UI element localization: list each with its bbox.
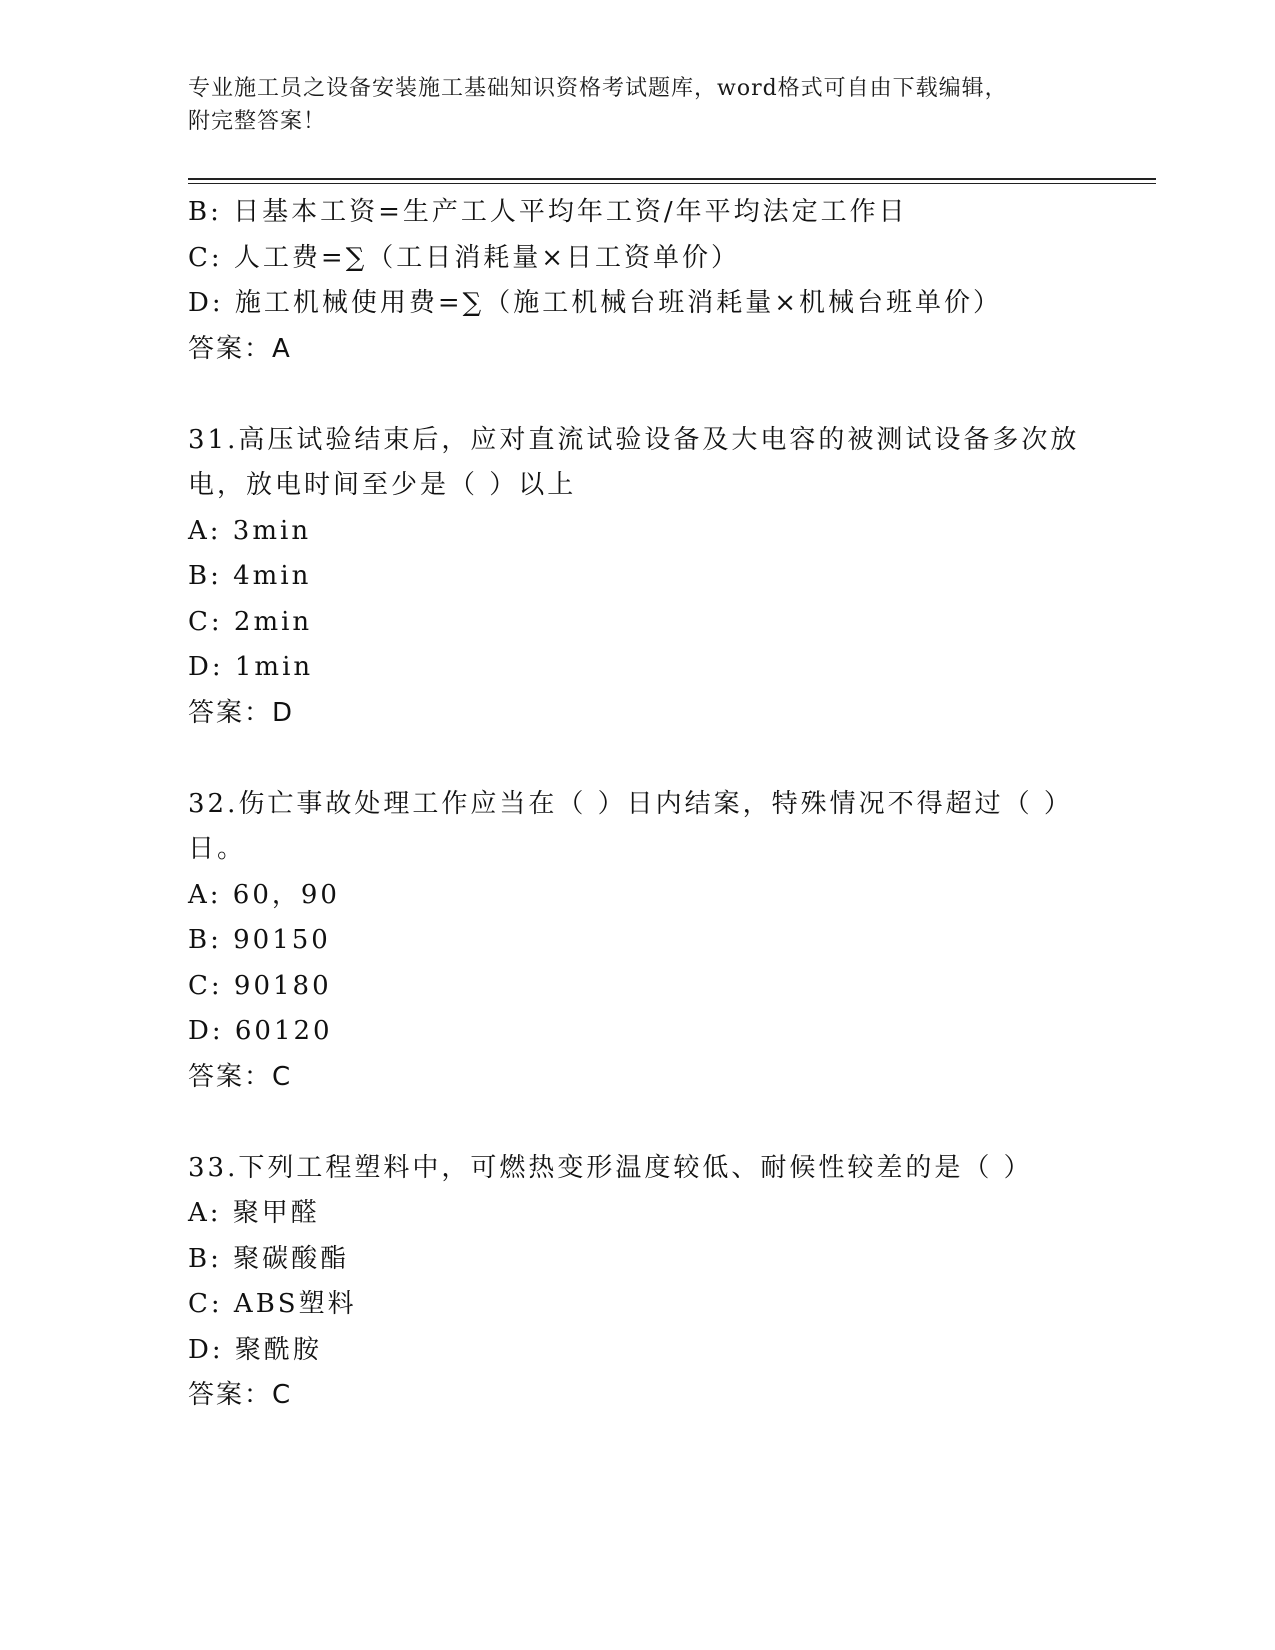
option-d: D: 施工机械使用费=∑（施工机械台班消耗量×机械台班单价） — [188, 288, 1003, 318]
answer-line: 答案：D — [188, 697, 295, 728]
page-header — [188, 72, 1068, 138]
header-divider-thin — [188, 183, 1156, 184]
option-c: C: 90180 — [188, 970, 332, 1001]
spacer — [188, 372, 1088, 418]
header-title-line-2: 附完整答案！ — [188, 109, 327, 134]
question-stem-line: 33.下列工程塑料中，可燃热变形温度较低、耐候性较差的是（ ） — [188, 1152, 1033, 1183]
option-b: B: 日基本工资=生产工人平均年工资/年平均法定工作日 — [188, 197, 908, 227]
header-divider-thick — [188, 178, 1156, 180]
question-stem — [188, 782, 1088, 873]
question-33 — [188, 1146, 1088, 1419]
question-stem-line: 31.高压试验结束后，应对直流试验设备及大电容的被测试设备多次放 — [188, 424, 1080, 455]
question-stem-line: 电，放电时间至少是（ ）以上 — [188, 470, 577, 500]
spacer — [188, 1100, 1088, 1146]
question-stem-line: 日。 — [188, 834, 247, 864]
option-d: D: 60120 — [188, 1016, 333, 1046]
answer-line: 答案：C — [188, 1380, 293, 1410]
option-c: C: 2min — [188, 606, 313, 637]
question-stem-line: 32.伤亡事故处理工作应当在（ ）日内结案，特殊情况不得超过（ ） — [188, 788, 1073, 819]
option-b: B: 聚碳酸酯 — [188, 1243, 350, 1274]
option-b: B: 4min — [188, 561, 312, 591]
question-30-continued — [188, 190, 1088, 372]
option-c: C: ABS塑料 — [188, 1289, 357, 1319]
option-a: A: 聚甲醛 — [188, 1198, 320, 1228]
option-c: C: 人工费=∑（工日消耗量×日工资单价） — [188, 242, 741, 273]
option-a: A: 60，90 — [188, 879, 340, 910]
option-d: D: 1min — [188, 652, 314, 682]
option-d: D: 聚酰胺 — [188, 1334, 322, 1365]
question-31 — [188, 418, 1088, 737]
answer-line: 答案：A — [188, 333, 292, 364]
question-list — [188, 190, 1088, 1419]
question-stem — [188, 1146, 1088, 1192]
option-a: A: 3min — [188, 515, 312, 546]
question-32 — [188, 782, 1088, 1101]
answer-line: 答案：C — [188, 1061, 293, 1092]
option-b: B: 90150 — [188, 925, 331, 955]
question-stem — [188, 418, 1088, 509]
header-title-line-1: 专业施工员之设备安装施工基础知识资格考试题库，word格式可自由下载编辑， — [188, 76, 1008, 101]
spacer — [188, 736, 1088, 782]
